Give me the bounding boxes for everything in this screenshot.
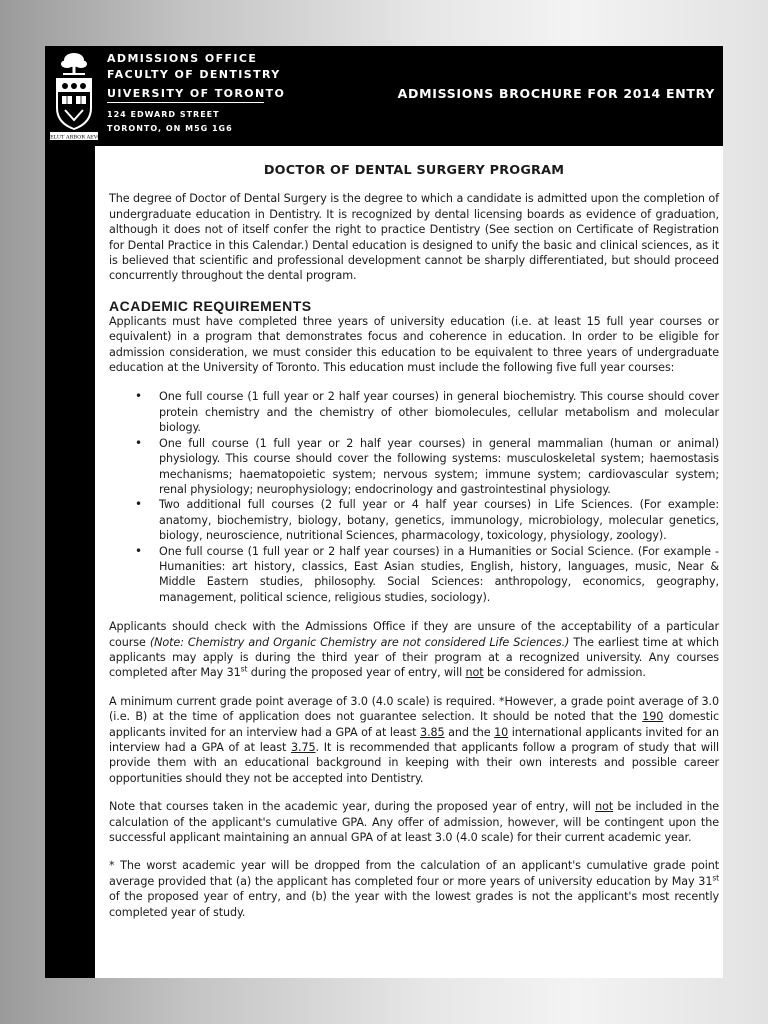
brochure-page [45,46,723,978]
list-item: • One full course (1 full year or 2 half year courses) in a Humanities or Social Science. (For example - Humanities: art history, classics, East Asian studies, English, history, languages, music, Near & Middle Eastern studies, philosophy. Social Sciences: anthropology, economics, geography, management, political science, religious studies, sociology). [159,544,719,606]
left-sidebar-bar [45,146,95,978]
international-interview-count: 10 [494,725,509,739]
city-postal-address: TORONTO, ON M5G 1G6 [107,124,233,133]
academic-requirements-heading: ACADEMIC REQUIREMENTS [109,297,312,314]
crest-motto: VELUT ARBOR AEVO [47,134,101,141]
program-title: DOCTOR OF DENTAL SURGERY PROGRAM [263,163,565,178]
intro-paragraph: The degree of Doctor of Dental Surgery is the degree to which a candidate is admitted upon the completion of undergraduate education in Dentistry. It is recognized by dental licensing boards as evidence of graduation, although it does not of itself confer the right to practice Dentistry (See section on Certificate of Registration for Dental Practice in this Calendar.) Dental education is designed to unify the basic and clinical sciences, as it is believed that scientific and professional development cannot be sharply differentiated, but should proceed concurrently throughout the dental program. [109,192,719,283]
header-banner [45,46,723,146]
emphasis-not: not [595,800,614,814]
emphasis-not: not [465,666,484,680]
university-name: UIVERSITY OF TORONTO [107,87,286,100]
list-item: • One full course (1 full year or 2 half year courses) in general biochemistry. This course should cover protein chemistry and the chemistry of other biomolecules, cellular metabolism and molecular biology. [159,389,719,435]
domestic-gpa: 3.85 [420,725,445,739]
office-name: ADMISSIONS OFFICE [107,52,258,65]
international-gpa: 3.75 [291,741,316,754]
cumulative-gpa-note: Note that courses taken in the academic year, during the proposed year of entry, will not be included in the calculation of the applicant's cumulative GPA. Any offer of admission, however, will be contingent upon the successful applicant maintaining an annual GPA of at least 3.0 (4.0 scale) for their current academic year. [109,800,719,845]
faculty-name: FACULTY OF DENTISTRY [107,68,281,81]
header-divider [107,102,264,103]
required-courses-list [109,389,719,605]
brochure-title: ADMISSIONS BROCHURE FOR 2014 ENTRY [397,86,715,101]
footnote: * The worst academic year will be dropped from the calculation of an applicant's cumulative grade point average provided that (a) the applicant has completed four or more years of university education by May 31st of the proposed year of entry, and (b) the year with the lowest grades is not the applicant's most recently completed year of study. [109,859,719,919]
list-item: • One full course (1 full year or 2 half year courses) in general mammalian (human or animal) physiology. This course should cover the following systems: musculoskeletal system; haemostasis mechanisms; haematopoietic system; nervous system; immune system; cardiovascular system; renal physiology; neurophysiology; endocrinology and gastrointestinal physiology. [159,436,719,498]
university-crest-logo [47,50,101,142]
main-content [109,146,719,933]
list-item: • Two additional full courses (2 full year or 4 half year courses) in Life Sciences. (For example: anatomy, biochemistry, biology, botany, genetics, immunology, microbiology, molecular genetics, biology, neuroscience, nutritional Sciences, pharmacology, toxicology, physiology, zoology). [159,497,719,543]
acceptability-paragraph: Applicants should check with the Admissions Office if they are unsure of the acceptability of a particular course (Note: Chemistry and Organic Chemistry are not considered Life Sciences.) The earliest time at which applicants may apply is during the third year of their program at a recognized university. Any courses completed after May 31st during the proposed year of entry, will not be considered for admission. [109,620,719,680]
requirements-intro: Applicants must have completed three years of university education (i.e. at least 15 full year courses or equivalent) in a program that demonstrates focus and coherence in education. In order to be eligible for admission consideration, we must consider this education to be equivalent to three years of undergraduate education at the University of Toronto. This education must include the following five full year courses: [109,314,719,375]
domestic-interview-count: 190 [642,710,664,724]
life-sciences-note: (Note: Chemistry and Organic Chemistry are not considered Life Sciences.) [149,635,570,649]
gpa-paragraph: A minimum current grade point average of 3.0 (4.0 scale) is required. *However, a grade point average of 3.0 (i.e. B) at the time of application does not guarantee selection. It should be noted that the 190 domestic applicants invited for an interview had a GPA of at least 3.85 and the 10 international applicants invited for an interview had a GPA of at least 3.75. It is recommended that applicants follow a program of study that will provide them with an educational background in keeping with their own interests and possible career opportunities should they not be accepted into Dentistry. [109,694,720,785]
street-address: 124 EDWARD STREET [107,110,220,119]
